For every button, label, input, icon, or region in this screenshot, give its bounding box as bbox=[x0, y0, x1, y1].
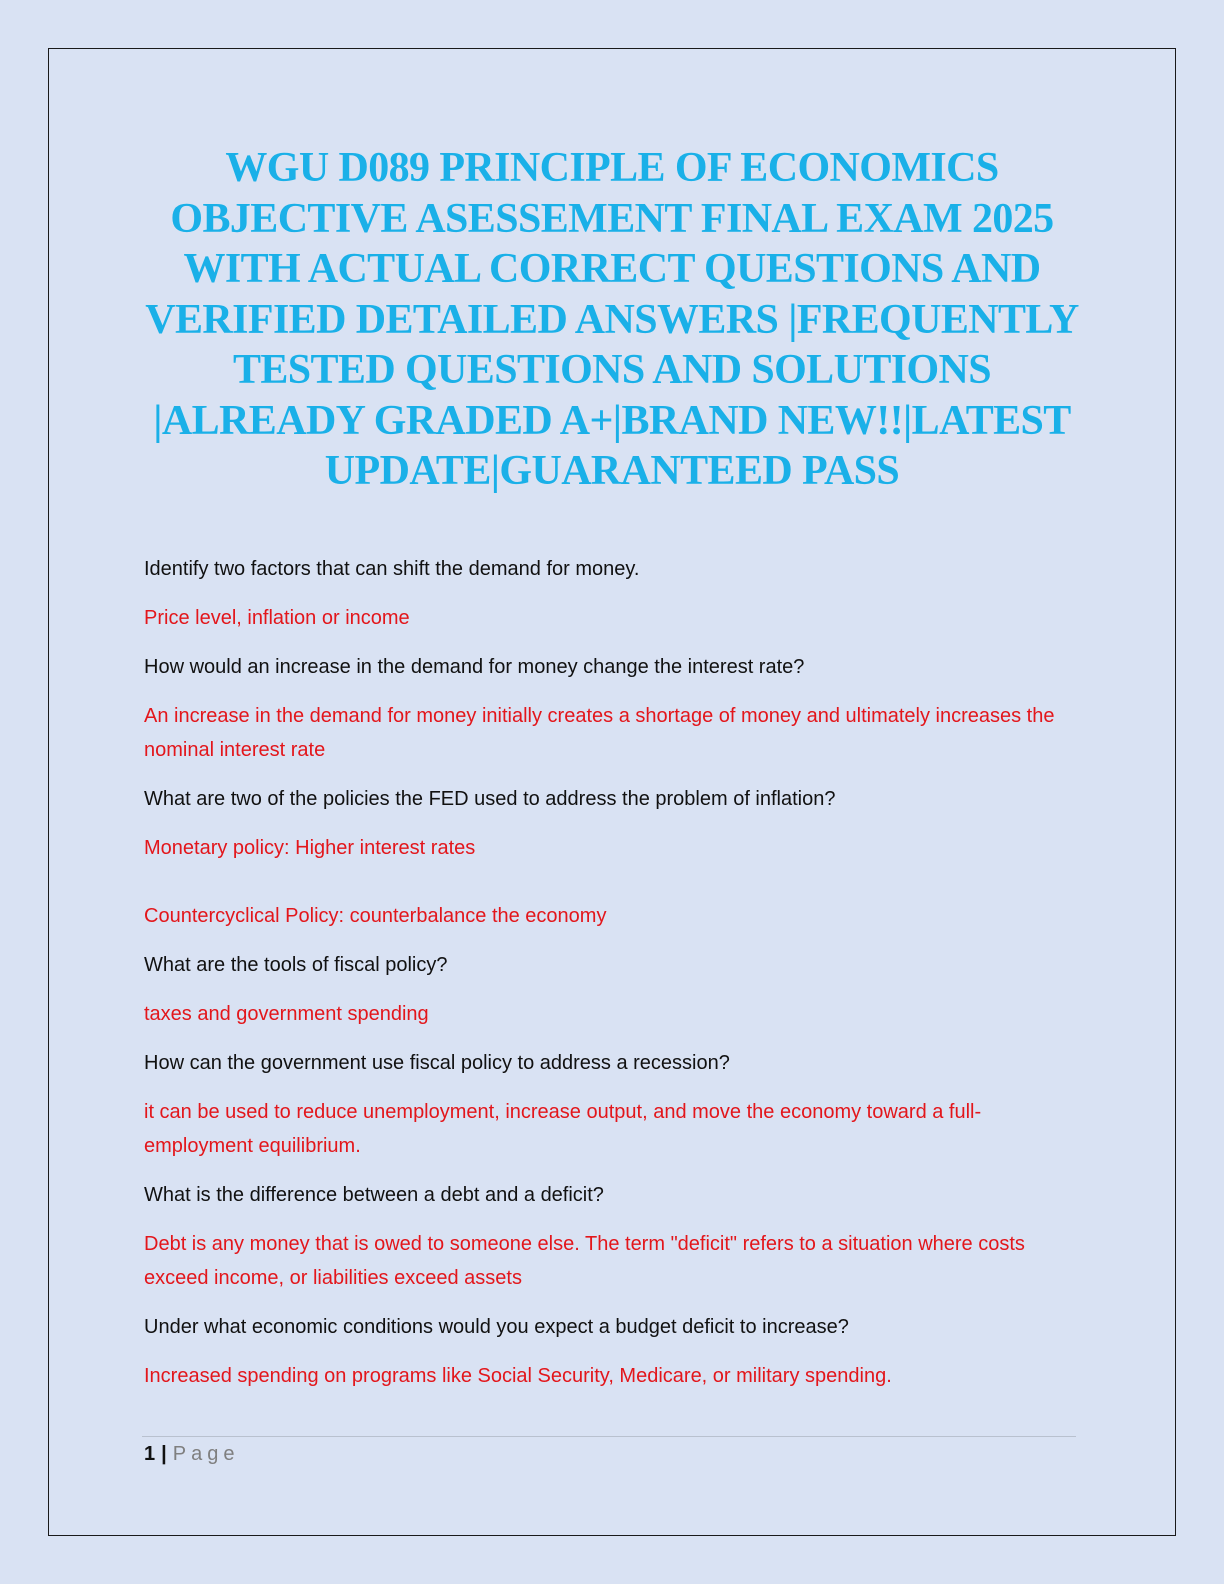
answer-2: An increase in the demand for money initially creates a shortage of money and ultimately increases the nominal interest rate bbox=[144, 705, 1055, 761]
document-title: WGU D089 PRINCIPLE OF ECONOMICS OBJECTIVE ASESSEMENT FINAL EXAM 2025 WITH ACTUAL CORRECT QUESTIONS AND VERIFIED DETAILED ANSWERS |FREQUENTLY TESTED QUESTIONS AND SOLUTIONS |ALREADY GRADED A+|BRAND NEW!!|LATEST UPDATE|GUARANTEED PASS bbox=[145, 145, 1079, 494]
question-2: How would an increase in the demand for money change the interest rate? bbox=[144, 656, 805, 678]
answer-7: Increased spending on programs like Social Security, Medicare, or military spending. bbox=[144, 1365, 892, 1387]
answer-5: it can be used to reduce unemployment, increase output, and move the economy toward a full-employment equilibrium. bbox=[144, 1101, 982, 1157]
page-label: Page bbox=[172, 1443, 240, 1465]
question-1: Identify two factors that can shift the demand for money. bbox=[144, 558, 640, 580]
footer-divider bbox=[142, 1436, 1076, 1437]
question-7: Under what economic conditions would you expect a budget deficit to increase? bbox=[144, 1316, 849, 1338]
question-6: What is the difference between a debt and a deficit? bbox=[144, 1184, 604, 1206]
answer-3: Monetary policy: Higher interest rates bbox=[144, 837, 476, 859]
answer-1: Price level, inflation or income bbox=[144, 607, 410, 629]
qa-list bbox=[144, 552, 1084, 1408]
page-number: 1 bbox=[144, 1443, 156, 1465]
page-footer bbox=[144, 1440, 239, 1468]
question-5: How can the government use fiscal policy to address a recession? bbox=[144, 1052, 730, 1074]
question-3: What are two of the policies the FED used to address the problem of inflation? bbox=[144, 788, 836, 810]
question-4: What are the tools of fiscal policy? bbox=[144, 954, 448, 976]
answer-4: taxes and government spending bbox=[144, 1003, 429, 1025]
answer-6: Debt is any money that is owed to someone else. The term "deficit" refers to a situation where costs exceed income, or liabilities exceed assets bbox=[144, 1233, 1025, 1289]
answer-3-continued: Countercyclical Policy: counterbalance the economy bbox=[144, 905, 607, 927]
page-separator: | bbox=[161, 1443, 167, 1465]
